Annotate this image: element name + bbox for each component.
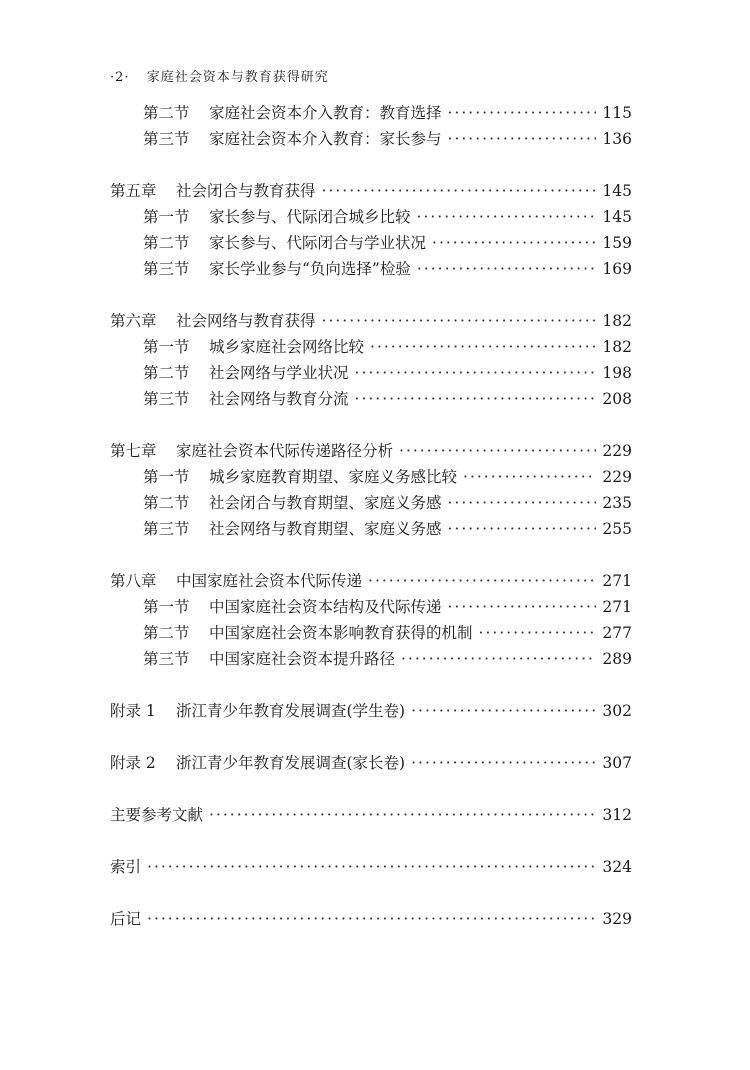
toc-entry-page: 289: [602, 650, 632, 668]
toc-entry-title: 索引: [110, 858, 142, 876]
toc-entry-title: 主要参考文献: [110, 806, 204, 824]
toc-entry-title: 城乡家庭教育期望、家庭义务感比较: [209, 468, 458, 486]
toc-entry-page: 145: [602, 208, 632, 226]
toc-entry-page: 198: [602, 364, 632, 382]
dot-leader: [399, 438, 596, 464]
spacer: [110, 880, 632, 906]
dot-leader: [209, 802, 596, 828]
dot-leader: [448, 516, 597, 542]
toc-entry-c4-s2[interactable]: [110, 100, 632, 126]
toc-entry-title: 家庭社会资本代际传递路径分析: [176, 442, 394, 460]
toc-entry-label: 第二节: [143, 104, 190, 122]
toc-entry-page: 271: [602, 572, 632, 590]
toc-entry-title: 家长学业参与“负向选择”检验: [209, 260, 411, 278]
toc-entry-c5-s3[interactable]: [110, 256, 632, 282]
spacer: [110, 724, 632, 750]
toc-entry-title: 中国家庭社会资本结构及代际传递: [209, 598, 442, 616]
dot-leader: [448, 490, 597, 516]
toc-entry-title: 中国家庭社会资本代际传递: [176, 572, 363, 590]
dot-leader: [370, 334, 596, 360]
toc-entry-page: 145: [602, 182, 632, 200]
toc-entry-page: 136: [602, 130, 632, 148]
toc-entry-title: 中国家庭社会资本提升路径: [209, 650, 396, 668]
dot-leader: [463, 464, 596, 490]
toc-entry-label: 第二节: [143, 234, 190, 252]
toc-entry-title: 社会网络与教育获得: [176, 312, 316, 330]
toc-entry-label: 第五章: [110, 182, 157, 200]
toc-entry-page: 324: [602, 858, 632, 876]
toc-entry-references[interactable]: [110, 802, 632, 828]
toc-entry-label: 第一节: [143, 598, 190, 616]
toc-entry-page: 307: [602, 754, 632, 772]
toc-entry-title: 中国家庭社会资本影响教育获得的机制: [209, 624, 473, 642]
toc-entry-title: 社会闭合与教育获得: [176, 182, 316, 200]
book-title: 家庭社会资本与教育获得研究: [146, 70, 329, 85]
toc-entry-c8[interactable]: [110, 568, 632, 594]
toc-entry-c6-s1[interactable]: [110, 334, 632, 360]
toc-entry-title: 后记: [110, 910, 142, 928]
spacer: [110, 282, 632, 308]
toc-entry-c6[interactable]: [110, 308, 632, 334]
toc-entry-title: 家长参与、代际闭合城乡比较: [209, 208, 411, 226]
toc-entry-page: 255: [602, 520, 632, 538]
toc-entry-label: 第二节: [143, 624, 190, 642]
toc-entry-page: 312: [602, 806, 632, 824]
table-of-contents: [110, 100, 632, 932]
toc-entry-appendix-2[interactable]: [110, 750, 632, 776]
toc-entry-title: 家庭社会资本介入教育：家长参与: [209, 130, 442, 148]
toc-entry-page: 169: [602, 260, 632, 278]
dot-leader: [479, 620, 597, 646]
dot-leader: [147, 854, 596, 880]
dot-leader: [401, 646, 596, 672]
toc-entry-title: 社会闭合与教育期望、家庭义务感: [209, 494, 442, 512]
toc-entry-label: 第二节: [143, 494, 190, 512]
toc-entry-label: 第三节: [143, 520, 190, 538]
toc-entry-page: 115: [602, 104, 632, 122]
spacer: [110, 672, 632, 698]
dot-leader: [411, 750, 596, 776]
dot-leader: [448, 594, 597, 620]
toc-entry-page: 229: [602, 468, 632, 486]
spacer: [110, 152, 632, 178]
toc-entry-c6-s2[interactable]: [110, 360, 632, 386]
toc-entry-label: 附录 2: [110, 754, 156, 772]
toc-entry-page: 182: [602, 312, 632, 330]
toc-entry-label: 第一节: [143, 468, 190, 486]
spacer: [110, 542, 632, 568]
toc-entry-c8-s3[interactable]: [110, 646, 632, 672]
toc-entry-label: 第三节: [143, 650, 190, 668]
toc-entry-label: 第三节: [143, 130, 190, 148]
toc-entry-label: 第一节: [143, 208, 190, 226]
toc-entry-page: 277: [602, 624, 632, 642]
toc-entry-label: 第三节: [143, 260, 190, 278]
toc-entry-label: 第二节: [143, 364, 190, 382]
toc-entry-title: 浙江青少年教育发展调查(学生卷): [176, 702, 406, 720]
dot-leader: [417, 204, 597, 230]
dot-leader: [322, 178, 597, 204]
dot-leader: [411, 698, 596, 724]
toc-entry-page: 208: [602, 390, 632, 408]
toc-entry-c5-s1[interactable]: [110, 204, 632, 230]
toc-entry-title: 家长参与、代际闭合与学业状况: [209, 234, 427, 252]
dot-leader: [368, 568, 596, 594]
toc-entry-c7-s1[interactable]: [110, 464, 632, 490]
toc-entry-index[interactable]: [110, 854, 632, 880]
dot-leader: [448, 126, 597, 152]
dot-leader: [448, 100, 597, 126]
toc-entry-c8-s1[interactable]: [110, 594, 632, 620]
page-number: ·2·: [110, 70, 130, 85]
toc-entry-page: 302: [602, 702, 632, 720]
toc-entry-title: 社会网络与教育分流: [209, 390, 349, 408]
toc-entry-page: 271: [602, 598, 632, 616]
dot-leader: [432, 230, 596, 256]
toc-entry-page: 229: [602, 442, 632, 460]
toc-entry-c5[interactable]: [110, 178, 632, 204]
toc-entry-title: 城乡家庭社会网络比较: [209, 338, 365, 356]
spacer: [110, 776, 632, 802]
spacer: [110, 412, 632, 438]
toc-entry-c6-s3[interactable]: [110, 386, 632, 412]
dot-leader: [147, 906, 596, 932]
toc-entry-page: 182: [602, 338, 632, 356]
dot-leader: [355, 386, 597, 412]
toc-entry-appendix-1[interactable]: [110, 698, 632, 724]
toc-entry-label: 第八章: [110, 572, 157, 590]
toc-entry-label: 第七章: [110, 442, 157, 460]
dot-leader: [322, 308, 597, 334]
toc-entry-label: 第三节: [143, 390, 190, 408]
toc-entry-title: 浙江青少年教育发展调查(家长卷): [176, 754, 406, 772]
running-head: [110, 66, 329, 85]
toc-entry-c4-s3[interactable]: [110, 126, 632, 152]
spacer: [110, 828, 632, 854]
toc-entry-title: 家庭社会资本介入教育：教育选择: [209, 104, 442, 122]
toc-entry-page: 235: [602, 494, 632, 512]
toc-entry-c5-s2[interactable]: [110, 230, 632, 256]
toc-entry-label: 附录 1: [110, 702, 156, 720]
toc-entry-afterword[interactable]: [110, 906, 632, 932]
toc-entry-label: 第一节: [143, 338, 190, 356]
toc-entry-title: 社会网络与学业状况: [209, 364, 349, 382]
toc-entry-label: 第六章: [110, 312, 157, 330]
toc-entry-c7[interactable]: [110, 438, 632, 464]
toc-entry-page: 159: [602, 234, 632, 252]
toc-entry-c7-s2[interactable]: [110, 490, 632, 516]
dot-leader: [417, 256, 597, 282]
toc-entry-c8-s2[interactable]: [110, 620, 632, 646]
toc-entry-title: 社会网络与教育期望、家庭义务感: [209, 520, 442, 538]
toc-entry-page: 329: [602, 910, 632, 928]
toc-entry-c7-s3[interactable]: [110, 516, 632, 542]
dot-leader: [355, 360, 597, 386]
